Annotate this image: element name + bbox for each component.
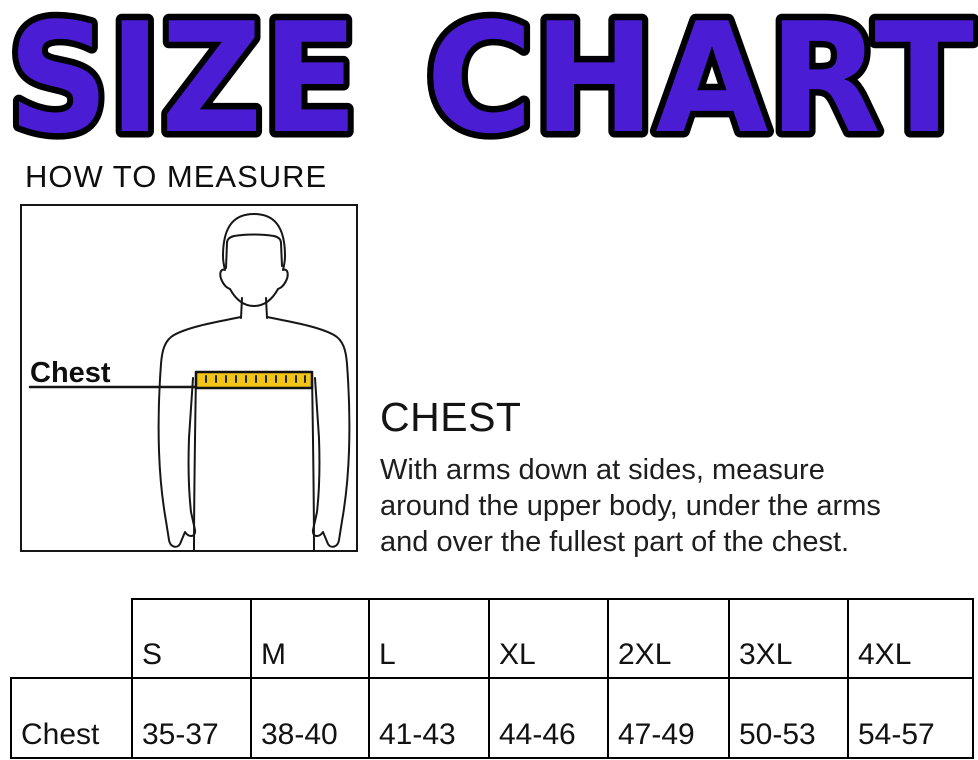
- measure-diagram-box: [20, 204, 358, 552]
- size-table-header-4xl: 4XL: [847, 598, 974, 679]
- size-table-value-l: 41-43: [368, 677, 490, 759]
- size-table-value-m: 38-40: [250, 677, 370, 759]
- size-table-value-4xl: 54-57: [847, 677, 974, 759]
- size-table-header-m: M: [250, 598, 370, 679]
- chest-description-line: With arms down at sides, measure: [380, 454, 825, 486]
- size-chart-title: [0, 0, 978, 152]
- head-outline: [220, 214, 287, 306]
- right-arm-outline: [267, 317, 349, 547]
- size-table-header-s: S: [131, 598, 252, 679]
- torso-figure-drawing: [22, 206, 356, 550]
- chest-description-line: around the upper body, under the arms: [380, 490, 881, 522]
- left-arm-outline: [159, 317, 241, 547]
- torso-right-line: [312, 374, 314, 550]
- diagram-chest-label: Chest: [30, 357, 111, 389]
- torso-left-line: [194, 374, 196, 550]
- chest-section-heading: CHEST: [380, 394, 522, 440]
- size-table-header-l: L: [368, 598, 490, 679]
- size-table-value-xl: 44-46: [488, 677, 609, 759]
- chest-description-line: and over the fullest part of the chest.: [380, 526, 850, 558]
- chest-description: [380, 452, 881, 560]
- size-table-value-2xl: 47-49: [607, 677, 730, 759]
- size-table-header-3xl: 3XL: [728, 598, 849, 679]
- measuring-tape: [196, 372, 312, 388]
- size-table-value-3xl: 50-53: [728, 677, 849, 759]
- size-table-header-2xl: 2XL: [607, 598, 730, 679]
- size-table-value-s: 35-37: [131, 677, 252, 759]
- size-table-row-label: Chest: [10, 677, 133, 759]
- size-table-header-xl: XL: [488, 598, 609, 679]
- how-to-measure-heading: HOW TO MEASURE: [25, 159, 328, 194]
- title-word-size: SIZE: [8, 0, 358, 152]
- title-word-chart: CHART: [426, 0, 974, 152]
